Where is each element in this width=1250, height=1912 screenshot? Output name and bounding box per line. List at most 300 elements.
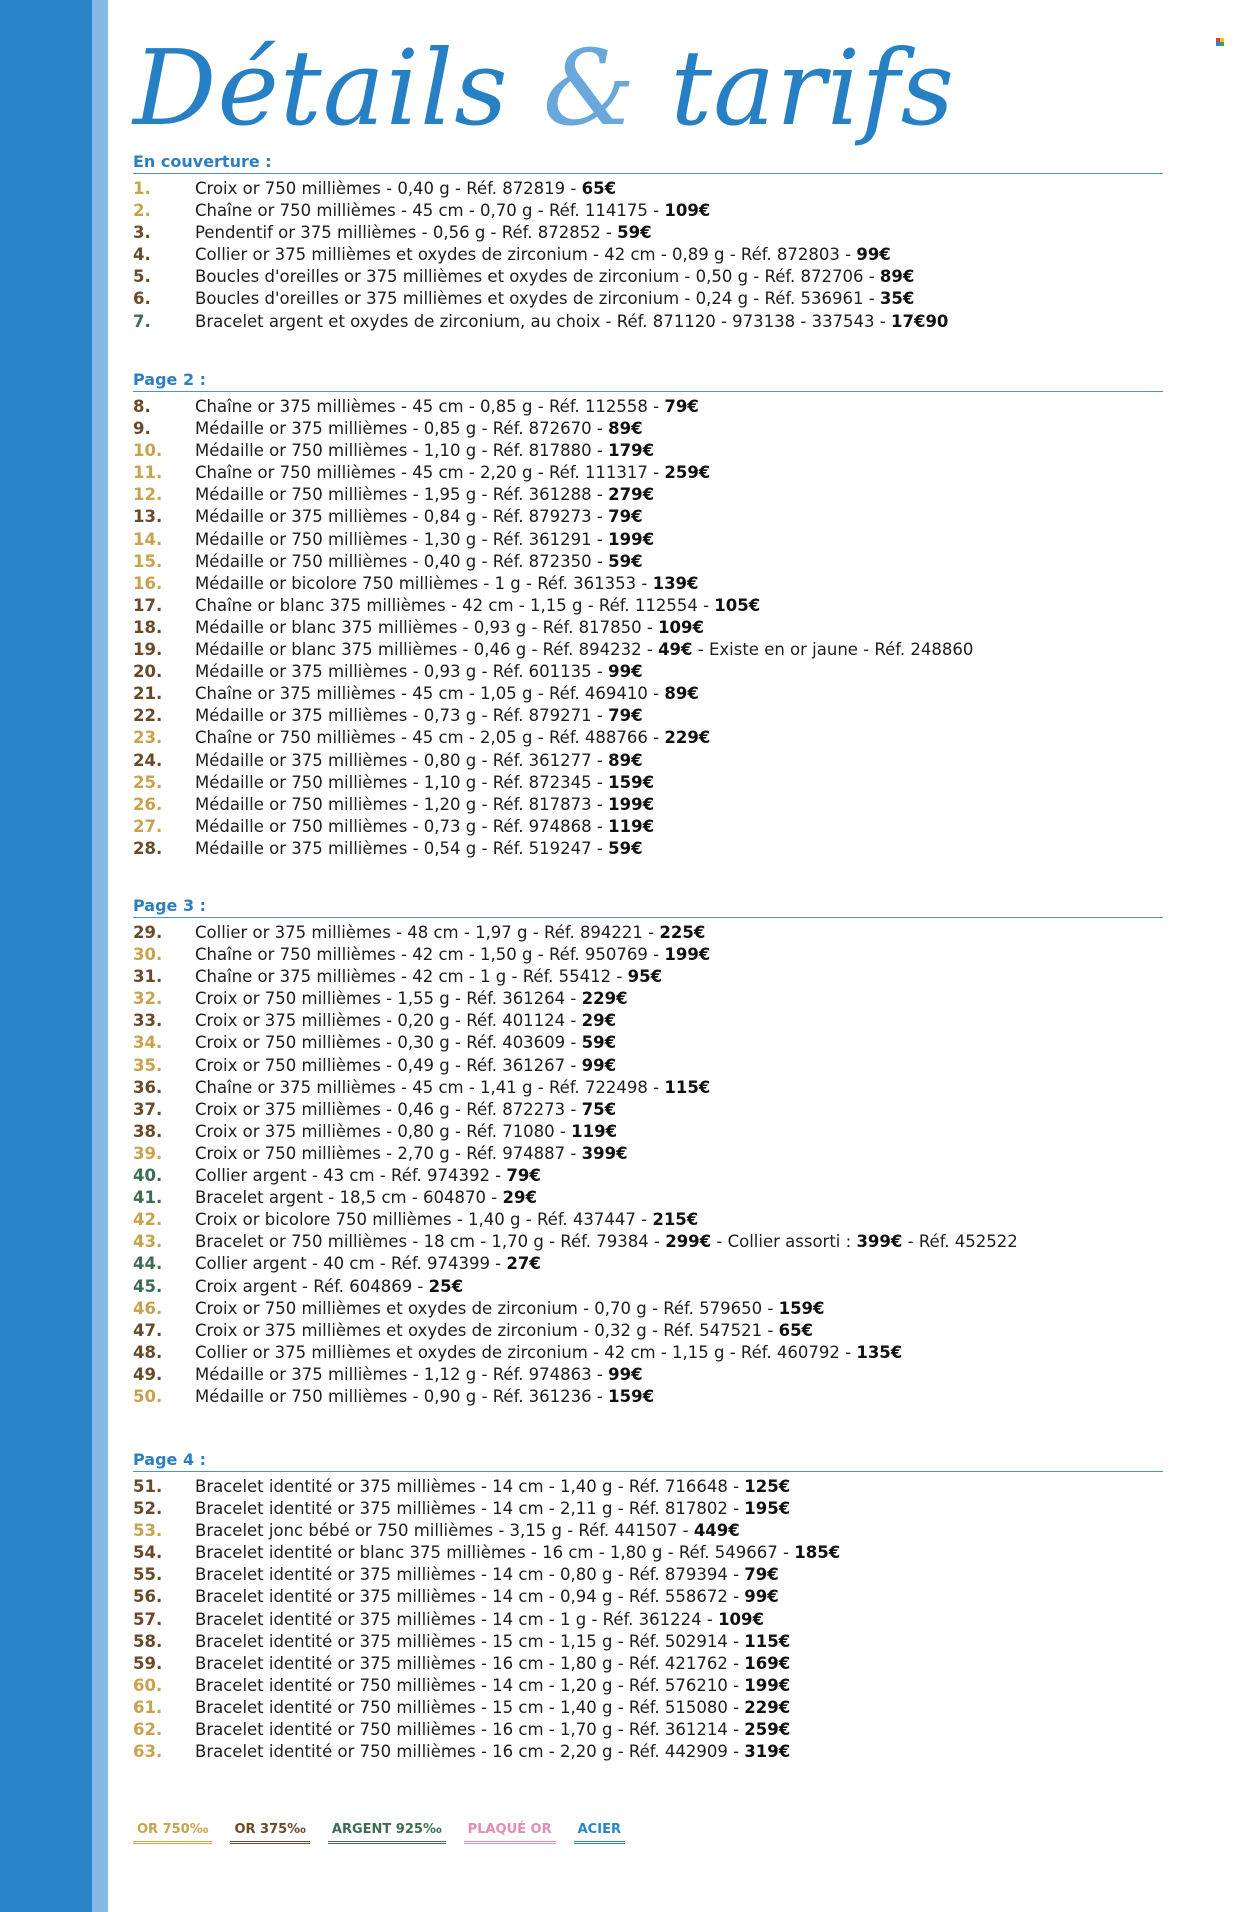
item-price: 225€ <box>659 923 706 942</box>
item-description <box>195 1364 643 1386</box>
item-price: 259€ <box>664 463 711 483</box>
item-description <box>195 1077 710 1099</box>
list-item <box>133 1077 1163 1099</box>
item-text: Médaille or 750 millièmes - 0,73 g - Réf. 974868 - <box>195 816 609 836</box>
item-text: Médaille or 750 millièmes - 1,10 g - Réf. 817880 - <box>195 441 609 461</box>
list-item <box>133 705 1163 727</box>
item-text: Bracelet argent - 18,5 cm - 604870 - <box>195 1188 503 1208</box>
item-price: 199€ <box>664 945 711 965</box>
item-price: 35€ <box>879 289 915 309</box>
list-item <box>133 1298 1163 1320</box>
item-price: 125€ <box>744 1477 791 1496</box>
item-number: 18. <box>133 617 163 637</box>
item-text: Chaîne or 375 millièmes - 42 cm - 1 g - Réf. 55412 - <box>195 967 628 987</box>
item-price: 89€ <box>879 267 915 287</box>
item-description <box>195 1298 825 1320</box>
list-item <box>133 418 1163 440</box>
item-number: 38. <box>133 1121 163 1141</box>
list-item <box>133 1143 1163 1165</box>
section-cover <box>133 151 1163 333</box>
item-text: Collier or 375 millièmes - 48 cm - 1,97 g - Réf. 894221 - <box>195 923 660 942</box>
item-description <box>195 772 654 794</box>
list-item <box>133 1320 1163 1342</box>
item-number: 36. <box>133 1077 163 1097</box>
item-number: 5. <box>133 267 151 287</box>
item-description <box>195 1542 840 1564</box>
item-text: Croix argent - Réf. 604869 - <box>195 1276 429 1296</box>
list-item <box>133 1719 1163 1741</box>
item-description <box>195 244 891 266</box>
list-item <box>133 1653 1163 1675</box>
list-item <box>133 966 1163 988</box>
item-description <box>195 1520 740 1542</box>
item-price: 89€ <box>608 750 643 770</box>
item-text: Bracelet identité or 375 millièmes - 14 cm - 1 g - Réf. 361224 - <box>195 1609 719 1629</box>
item-description <box>195 1498 790 1520</box>
item-number: 59. <box>133 1653 163 1673</box>
list-item <box>133 750 1163 772</box>
item-text: Chaîne or 375 millièmes - 45 cm - 1,41 g - Réf. 722498 - <box>195 1077 665 1097</box>
item-description <box>195 200 710 222</box>
item-text: Médaille or bicolore 750 millièmes - 1 g - Réf. 361353 - <box>195 573 653 593</box>
list-item <box>133 727 1163 749</box>
list-item <box>133 1498 1163 1520</box>
list-item <box>133 1121 1163 1143</box>
section-heading: Page 2 : <box>133 369 1163 392</box>
item-number: 19. <box>133 640 163 660</box>
item-number: 12. <box>133 485 163 505</box>
left-stripe-edge <box>92 0 108 1912</box>
item-description <box>195 1276 463 1298</box>
item-description <box>195 1609 764 1631</box>
list-item <box>133 1010 1163 1032</box>
section-heading: En couverture : <box>133 151 1163 174</box>
item-price-secondary: 399€ <box>856 1232 903 1252</box>
item-description <box>195 639 973 661</box>
item-text: Chaîne or 750 millièmes - 45 cm - 0,70 g - Réf. 114175 - <box>195 201 665 221</box>
item-text: Médaille or 750 millièmes - 1,95 g - Réf. 361288 - <box>195 485 609 505</box>
item-text: Chaîne or 375 millièmes - 45 cm - 1,05 g - Réf. 469410 - <box>195 684 665 704</box>
item-price: 229€ <box>581 989 628 1009</box>
list-item <box>133 661 1163 683</box>
item-text: Croix or 750 millièmes et oxydes de zirconium - 0,70 g - Réf. 579650 - <box>195 1298 779 1318</box>
item-number: 15. <box>133 551 163 571</box>
item-text: Médaille or blanc 375 millièmes - 0,93 g - Réf. 817850 - <box>195 617 659 637</box>
item-number: 21. <box>133 684 163 704</box>
item-text: Croix or 750 millièmes - 0,40 g - Réf. 872819 - <box>195 179 582 198</box>
item-description <box>195 1719 790 1741</box>
item-price: 199€ <box>744 1675 791 1695</box>
item-text: Boucles d'oreilles or 375 millièmes et oxydes de zirconium - 0,50 g - Réf. 872706 - <box>195 267 880 287</box>
item-price: 59€ <box>608 551 643 571</box>
list-item <box>133 1187 1163 1209</box>
item-price: 89€ <box>608 419 643 439</box>
item-description <box>195 506 643 528</box>
item-text: Boucles d'oreilles or 375 millièmes et oxydes de zirconium - 0,24 g - Réf. 536961 - <box>195 289 880 309</box>
item-price: 79€ <box>608 507 643 527</box>
item-text: Bracelet identité or 375 millièmes - 14 cm - 2,11 g - Réf. 817802 - <box>195 1499 745 1519</box>
item-number: 43. <box>133 1232 163 1252</box>
item-price: 27€ <box>506 1254 541 1274</box>
item-text: Médaille or 750 millièmes - 0,40 g - Réf. 872350 - <box>195 551 609 571</box>
section-page-3 <box>133 895 1163 1408</box>
item-text: Bracelet identité or 375 millièmes - 16 cm - 1,80 g - Réf. 421762 - <box>195 1653 745 1673</box>
item-price: 29€ <box>502 1188 537 1208</box>
item-number: 9. <box>133 419 151 439</box>
item-price: 185€ <box>794 1543 841 1563</box>
item-number: 45. <box>133 1276 163 1296</box>
item-description <box>195 396 699 418</box>
item-text: Croix or 750 millièmes - 0,30 g - Réf. 403609 - <box>195 1033 582 1053</box>
item-number: 41. <box>133 1188 163 1208</box>
item-number: 4. <box>133 245 151 265</box>
item-description <box>195 311 948 333</box>
item-price: 29€ <box>581 1011 617 1031</box>
item-number: 63. <box>133 1742 163 1762</box>
item-number: 37. <box>133 1099 163 1119</box>
item-price: 17€90 <box>891 311 949 331</box>
item-number: 34. <box>133 1033 163 1053</box>
list-item <box>133 683 1163 705</box>
item-price: 229€ <box>664 728 711 748</box>
item-description <box>195 484 654 506</box>
list-item <box>133 178 1163 200</box>
item-number: 23. <box>133 728 163 748</box>
item-description <box>195 1653 790 1675</box>
item-text: Bracelet identité or 750 millièmes - 16 cm - 2,20 g - Réf. 442909 - <box>195 1742 745 1762</box>
item-description <box>195 595 760 617</box>
item-price: 135€ <box>856 1342 903 1362</box>
item-price: 25€ <box>428 1276 464 1296</box>
list-item <box>133 595 1163 617</box>
list-item <box>133 816 1163 838</box>
item-text: Chaîne or 375 millièmes - 45 cm - 0,85 g - Réf. 112558 - <box>195 397 665 416</box>
item-text: Bracelet identité or blanc 375 millièmes - 16 cm - 1,80 g - Réf. 549667 - <box>195 1543 795 1563</box>
item-text: Croix or bicolore 750 millièmes - 1,40 g - Réf. 437447 - <box>195 1210 653 1230</box>
list-item <box>133 1342 1163 1364</box>
title-ampersand: & <box>542 27 637 149</box>
item-text: Collier or 375 millièmes et oxydes de zirconium - 42 cm - 1,15 g - Réf. 460792 - <box>195 1342 857 1362</box>
item-price: 399€ <box>581 1143 628 1163</box>
list-item <box>133 944 1163 966</box>
item-description <box>195 1010 616 1032</box>
item-text: Médaille or 375 millièmes - 0,80 g - Réf. 361277 - <box>195 750 609 770</box>
item-number: 10. <box>133 441 163 461</box>
item-text: Médaille or 375 millièmes - 0,73 g - Réf. 879271 - <box>195 706 609 726</box>
item-number: 11. <box>133 463 163 483</box>
legend-acier-badge: ACIER <box>574 1820 625 1844</box>
item-text: Médaille or 375 millièmes - 0,54 g - Réf. 519247 - <box>195 838 609 858</box>
list-item <box>133 1276 1163 1298</box>
list-item <box>133 639 1163 661</box>
item-number: 42. <box>133 1210 163 1230</box>
item-text: Chaîne or 750 millièmes - 45 cm - 2,20 g - Réf. 111317 - <box>195 463 665 483</box>
list-item <box>133 573 1163 595</box>
list-item <box>133 1231 1163 1253</box>
item-description <box>195 1675 790 1697</box>
item-number: 7. <box>133 311 151 331</box>
item-description <box>195 1165 541 1187</box>
metal-legend <box>133 1820 625 1844</box>
list-item <box>133 617 1163 639</box>
item-price: 89€ <box>664 684 699 704</box>
list-item <box>133 529 1163 551</box>
item-price: 159€ <box>608 1386 655 1406</box>
item-number: 60. <box>133 1675 163 1695</box>
item-number: 51. <box>133 1477 163 1496</box>
item-text: Bracelet argent et oxydes de zirconium, au choix - Réf. 871120 - 973138 - 337543 - <box>195 311 891 331</box>
item-price: 99€ <box>608 1364 643 1384</box>
item-price: 75€ <box>581 1099 617 1119</box>
item-number: 49. <box>133 1364 163 1384</box>
item-description <box>195 1697 790 1719</box>
item-description <box>195 1631 790 1653</box>
section-heading: Page 4 : <box>133 1449 1163 1472</box>
item-description <box>195 966 662 988</box>
list-item <box>133 1564 1163 1586</box>
item-number: 16. <box>133 573 163 593</box>
item-description <box>195 529 654 551</box>
item-price: 229€ <box>744 1697 791 1717</box>
item-text: Bracelet identité or 375 millièmes - 15 cm - 1,15 g - Réf. 502914 - <box>195 1631 745 1651</box>
item-price: 319€ <box>744 1742 791 1762</box>
item-price: 199€ <box>608 529 655 549</box>
section-page-4 <box>133 1449 1163 1763</box>
item-price: 65€ <box>581 179 617 198</box>
item-description <box>195 573 699 595</box>
item-description <box>195 1055 616 1077</box>
list-item <box>133 396 1163 418</box>
item-description <box>195 1231 1018 1253</box>
item-price: 115€ <box>664 1077 711 1097</box>
item-text: Croix or 750 millièmes - 1,55 g - Réf. 361264 - <box>195 989 582 1009</box>
item-text: Chaîne or blanc 375 millièmes - 42 cm - 1,15 g - Réf. 112554 - <box>195 595 715 615</box>
item-description <box>195 1386 654 1408</box>
item-price: 159€ <box>778 1298 825 1318</box>
item-text: Croix or 750 millièmes - 2,70 g - Réf. 974887 - <box>195 1143 582 1163</box>
list-item <box>133 1253 1163 1275</box>
item-price: 195€ <box>744 1499 791 1519</box>
list-item <box>133 1364 1163 1386</box>
item-number: 44. <box>133 1254 163 1274</box>
item-description <box>195 1342 902 1364</box>
item-price: 259€ <box>744 1720 791 1740</box>
item-number: 8. <box>133 397 151 416</box>
list-item <box>133 1099 1163 1121</box>
list-item <box>133 1631 1163 1653</box>
item-price: 79€ <box>608 706 643 726</box>
item-description <box>195 617 704 639</box>
list-item <box>133 551 1163 573</box>
item-description <box>195 1564 779 1586</box>
item-text: Médaille or 375 millièmes - 0,84 g - Réf. 879273 - <box>195 507 609 527</box>
item-text: Chaîne or 750 millièmes - 42 cm - 1,50 g - Réf. 950769 - <box>195 945 665 965</box>
item-price: 109€ <box>664 201 711 221</box>
item-text: Médaille or blanc 375 millièmes - 0,46 g - Réf. 894232 - <box>195 640 659 660</box>
item-text: Médaille or 750 millièmes - 0,90 g - Réf. 361236 - <box>195 1386 609 1406</box>
item-text: Médaille or 750 millièmes - 1,20 g - Réf. 817873 - <box>195 794 609 814</box>
item-text: Bracelet identité or 750 millièmes - 15 cm - 1,40 g - Réf. 515080 - <box>195 1697 745 1717</box>
item-description <box>195 440 654 462</box>
legend-argent-badge: ARGENT 925‰ <box>328 1820 446 1844</box>
item-description <box>195 1143 628 1165</box>
item-price: 59€ <box>581 1033 617 1053</box>
item-text: Croix or 750 millièmes - 0,49 g - Réf. 361267 - <box>195 1055 582 1075</box>
item-text: Collier or 375 millièmes et oxydes de zirconium - 42 cm - 0,89 g - Réf. 872803 - <box>195 245 857 265</box>
item-price: 99€ <box>744 1587 779 1607</box>
item-price: 115€ <box>744 1631 791 1651</box>
item-price: 99€ <box>856 245 891 265</box>
list-item <box>133 244 1163 266</box>
list-item <box>133 1520 1163 1542</box>
item-number: 27. <box>133 816 163 836</box>
item-price: 79€ <box>744 1565 779 1585</box>
item-description <box>195 705 643 727</box>
item-price: 109€ <box>658 617 704 637</box>
item-number: 46. <box>133 1298 163 1318</box>
item-description <box>195 1187 537 1209</box>
legend-or750-badge: OR 750‰ <box>133 1820 212 1844</box>
item-description <box>195 418 643 440</box>
item-price: 119€ <box>571 1121 618 1141</box>
item-text: Médaille or 750 millièmes - 1,10 g - Réf. 872345 - <box>195 772 609 792</box>
item-description <box>195 178 616 200</box>
list-item <box>133 506 1163 528</box>
item-description <box>195 222 652 244</box>
left-color-stripe <box>0 0 92 1912</box>
item-number: 39. <box>133 1143 163 1163</box>
item-description <box>195 1586 779 1608</box>
item-description <box>195 551 643 573</box>
item-price: 109€ <box>718 1609 764 1629</box>
item-description <box>195 1320 813 1342</box>
item-number: 50. <box>133 1386 163 1406</box>
item-price: 199€ <box>608 794 655 814</box>
item-price: 59€ <box>608 838 643 858</box>
item-price: 59€ <box>617 223 652 243</box>
legend-plaque-badge: PLAQUÉ OR <box>464 1820 556 1844</box>
item-number: 22. <box>133 706 163 726</box>
item-text: Médaille or 750 millièmes - 1,30 g - Réf. 361291 - <box>195 529 609 549</box>
item-number: 24. <box>133 750 163 770</box>
item-price: 279€ <box>608 485 655 505</box>
item-text: Chaîne or 750 millièmes - 45 cm - 2,05 g - Réf. 488766 - <box>195 728 665 748</box>
item-price: 105€ <box>714 595 761 615</box>
item-number: 26. <box>133 794 163 814</box>
item-number: 3. <box>133 223 151 243</box>
item-number: 47. <box>133 1320 163 1340</box>
item-number: 54. <box>133 1543 163 1563</box>
item-price: 95€ <box>627 967 663 987</box>
item-description <box>195 1476 790 1498</box>
list-item <box>133 288 1163 310</box>
item-description <box>195 1253 541 1275</box>
item-description <box>195 266 914 288</box>
item-description <box>195 683 699 705</box>
item-text: Bracelet jonc bébé or 750 millièmes - 3,15 g - Réf. 441507 - <box>195 1521 694 1541</box>
item-text: Croix or 375 millièmes - 0,46 g - Réf. 872273 - <box>195 1099 582 1119</box>
item-text: Bracelet identité or 375 millièmes - 14 cm - 0,80 g - Réf. 879394 - <box>195 1565 745 1585</box>
item-suffix: - Existe en or jaune - Réf. 248860 <box>692 640 974 660</box>
list-item <box>133 1586 1163 1608</box>
item-description <box>195 988 628 1010</box>
item-number: 1. <box>133 179 151 198</box>
item-price: 159€ <box>608 772 655 792</box>
item-number: 56. <box>133 1587 163 1607</box>
item-number: 13. <box>133 507 163 527</box>
item-price: 65€ <box>778 1320 814 1340</box>
item-description <box>195 794 654 816</box>
item-number: 31. <box>133 967 163 987</box>
item-number: 14. <box>133 529 163 549</box>
item-description <box>195 661 643 683</box>
item-number: 52. <box>133 1499 163 1519</box>
item-number: 35. <box>133 1055 163 1075</box>
list-item <box>133 1165 1163 1187</box>
item-number: 28. <box>133 838 163 858</box>
list-item <box>133 484 1163 506</box>
item-text: Croix or 375 millièmes - 0,80 g - Réf. 71080 - <box>195 1121 572 1141</box>
list-item <box>133 922 1163 944</box>
item-price: 99€ <box>608 662 643 682</box>
item-number: 48. <box>133 1342 163 1362</box>
item-price: 99€ <box>581 1055 617 1075</box>
list-item <box>133 1741 1163 1763</box>
item-text: Collier argent - 43 cm - Réf. 974392 - <box>195 1166 507 1186</box>
item-text: Bracelet identité or 375 millièmes - 14 cm - 1,40 g - Réf. 716648 - <box>195 1477 745 1496</box>
list-item <box>133 1055 1163 1077</box>
item-text: Collier argent - 40 cm - Réf. 974399 - <box>195 1254 507 1274</box>
item-suffix: - Collier assorti : <box>711 1232 857 1252</box>
section-page-2 <box>133 369 1163 860</box>
list-item <box>133 462 1163 484</box>
item-text: Pendentif or 375 millièmes - 0,56 g - Réf. 872852 - <box>195 223 618 243</box>
item-price: 449€ <box>693 1521 740 1541</box>
item-text: Bracelet or 750 millièmes - 18 cm - 1,70 g - Réf. 79384 - <box>195 1232 666 1252</box>
item-number: 25. <box>133 772 163 792</box>
item-price: 179€ <box>608 441 655 461</box>
legend-or375-badge: OR 375‰ <box>230 1820 309 1844</box>
item-number: 2. <box>133 201 151 221</box>
list-item <box>133 266 1163 288</box>
item-number: 30. <box>133 945 163 965</box>
item-number: 55. <box>133 1565 163 1585</box>
item-price: 119€ <box>608 816 655 836</box>
item-number: 17. <box>133 595 163 615</box>
section-heading: Page 3 : <box>133 895 1163 918</box>
item-number: 53. <box>133 1521 163 1541</box>
list-item <box>133 200 1163 222</box>
list-item <box>133 1697 1163 1719</box>
list-item <box>133 440 1163 462</box>
list-item <box>133 1209 1163 1231</box>
list-item <box>133 222 1163 244</box>
item-description <box>195 1099 616 1121</box>
item-number: 33. <box>133 1011 163 1031</box>
item-number: 57. <box>133 1609 163 1629</box>
item-price: 139€ <box>652 573 699 593</box>
item-number: 61. <box>133 1697 163 1717</box>
corner-mark-icon <box>1216 38 1224 46</box>
item-number: 32. <box>133 989 163 1009</box>
list-item <box>133 1675 1163 1697</box>
item-description <box>195 1121 617 1143</box>
item-description <box>195 838 643 860</box>
item-description <box>195 288 914 310</box>
item-text: Médaille or 375 millièmes - 0,85 g - Réf. 872670 - <box>195 419 609 439</box>
item-price: 49€ <box>658 640 693 660</box>
item-description <box>195 1032 616 1054</box>
